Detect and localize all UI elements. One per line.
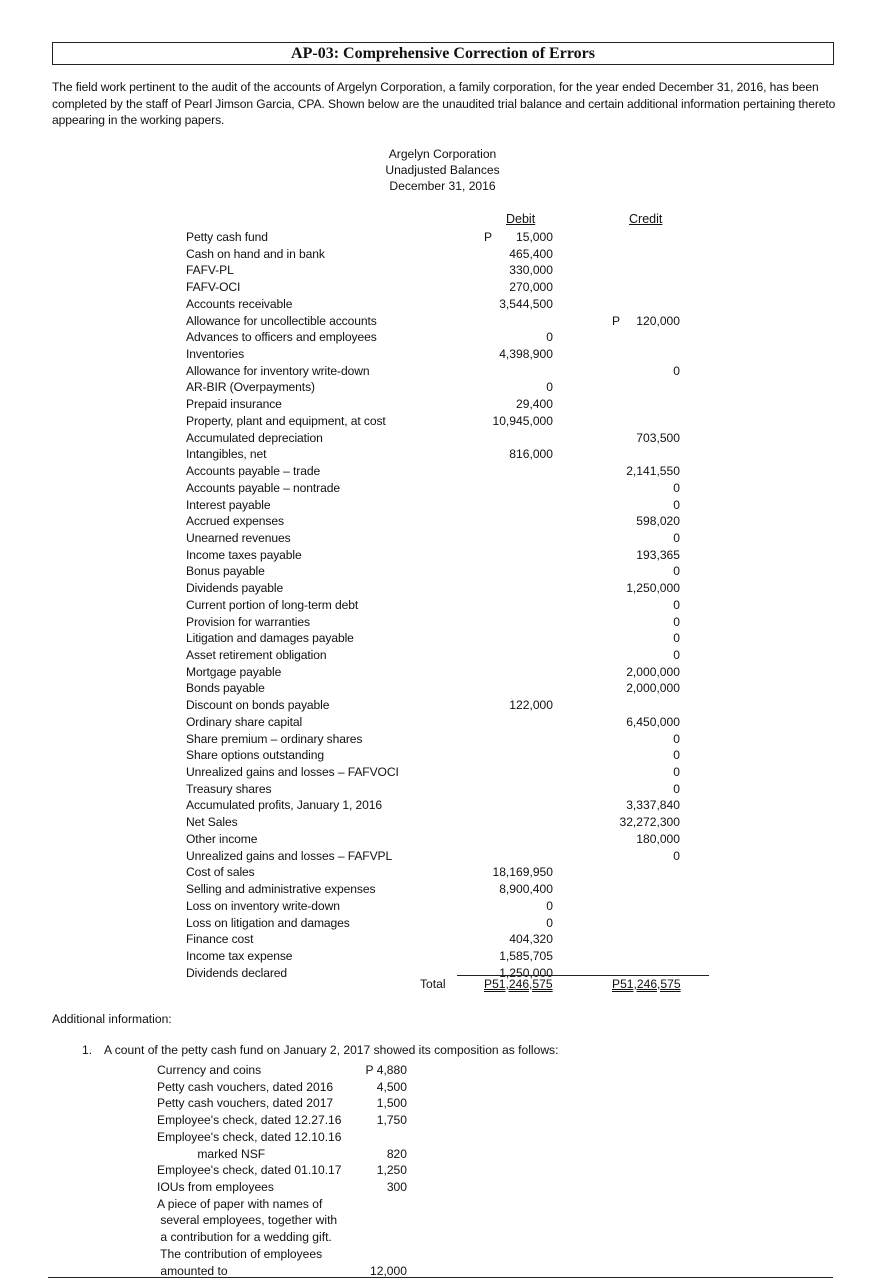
credit-currency: P <box>612 313 621 328</box>
petty-cash-value: P 4,880 <box>365 1063 407 1077</box>
credit-amount: 2,141,550 <box>626 464 680 479</box>
credit-amount: 2,000,000 <box>626 664 680 679</box>
debit-amount: 1,585,705 <box>499 948 553 963</box>
additional-info-heading: Additional information: <box>52 1012 172 1026</box>
credit-amount: 703,500 <box>636 430 680 445</box>
credit-amount: 598,020 <box>636 514 680 529</box>
account-name: Intangibles, net <box>186 447 267 462</box>
account-row <box>186 881 686 898</box>
account-name: Accounts receivable <box>186 296 293 311</box>
account-name: AR-BIR (Overpayments) <box>186 380 315 395</box>
account-row <box>186 814 686 831</box>
account-row <box>186 898 686 915</box>
account-name: FAFV-OCI <box>186 280 241 295</box>
petty-cash-label: The contribution of employees <box>157 1246 323 1261</box>
account-row <box>186 547 686 564</box>
account-row <box>186 781 686 798</box>
petty-cash-label: Employee's check, dated 12.10.16 <box>157 1129 342 1144</box>
account-row <box>186 680 686 697</box>
total-credit: P51,246,575 <box>612 977 681 991</box>
account-name: Allowance for uncollectible accounts <box>186 313 377 328</box>
account-name: Treasury shares <box>186 781 272 796</box>
account-row <box>186 630 686 647</box>
account-row <box>186 363 686 380</box>
credit-amount: 0 <box>673 848 680 863</box>
petty-cash-label: Petty cash vouchers, dated 2017 <box>157 1096 334 1111</box>
credit-amount: 0 <box>673 564 680 579</box>
account-row <box>186 497 686 514</box>
petty-cash-label: a contribution for a wedding gift. <box>157 1230 332 1245</box>
credit-amount: 1,250,000 <box>626 581 680 596</box>
account-name: Unrealized gains and losses – FAFVPL <box>186 848 393 863</box>
debit-currency: P <box>484 230 493 244</box>
debit-amount: 18,169,950 <box>492 865 553 880</box>
petty-cash-label: Petty cash vouchers, dated 2016 <box>157 1079 334 1094</box>
petty-cash-value: 12,000 <box>370 1263 407 1278</box>
statement-name: Unadjusted Balances <box>385 163 500 177</box>
account-row <box>186 262 686 279</box>
account-row <box>186 848 686 865</box>
account-name: Cash on hand and in bank <box>186 246 325 261</box>
account-name: Bonus payable <box>186 564 265 579</box>
account-row <box>186 714 686 731</box>
credit-amount: 2,000,000 <box>626 681 680 696</box>
account-row <box>186 313 686 330</box>
credit-amount: 0 <box>673 363 680 378</box>
debit-amount: 465,400 <box>509 246 553 261</box>
debit-amount: 0 <box>546 380 553 395</box>
credit-amount: 193,365 <box>636 547 680 562</box>
account-row <box>186 597 686 614</box>
account-name: Accumulated profits, January 1, 2016 <box>186 798 383 813</box>
account-row <box>186 697 686 714</box>
account-row <box>186 513 686 530</box>
credit-amount: 0 <box>673 748 680 763</box>
item-text: A count of the petty cash fund on January 2, 2017 showed its composition as follows: <box>104 1043 559 1057</box>
petty-cash-label: Employee's check, dated 01.10.17 <box>157 1163 342 1178</box>
account-name: Dividends declared <box>186 965 288 980</box>
account-name: Advances to officers and employees <box>186 330 377 345</box>
debit-amount: 0 <box>546 915 553 930</box>
debit-amount: 29,400 <box>516 397 553 412</box>
account-name: Accounts payable – nontrade <box>186 480 340 495</box>
credit-amount: 0 <box>673 765 680 780</box>
petty-cash-value: 4,500 <box>376 1079 407 1094</box>
account-row <box>186 396 686 413</box>
account-name: Dividends payable <box>186 581 284 596</box>
debit-amount: 330,000 <box>509 263 553 278</box>
account-name: Selling and administrative expenses <box>186 882 376 897</box>
account-row <box>186 797 686 814</box>
account-row <box>186 329 686 346</box>
account-row <box>186 664 686 681</box>
account-name: Finance cost <box>186 932 254 947</box>
credit-column-header: Credit <box>629 212 663 226</box>
credit-amount: 0 <box>673 731 680 746</box>
account-row <box>186 229 686 246</box>
credit-amount: 0 <box>673 497 680 512</box>
petty-cash-value: 820 <box>386 1146 407 1161</box>
account-row <box>186 614 686 631</box>
petty-cash-label: several employees, together with <box>157 1213 338 1228</box>
debit-amount: 404,320 <box>509 932 553 947</box>
account-name: Mortgage payable <box>186 664 282 679</box>
credit-amount: 120,000 <box>636 313 680 328</box>
account-name: Cost of sales <box>186 865 255 880</box>
debit-amount: 4,398,900 <box>499 347 553 362</box>
petty-cash-label: A piece of paper with names of <box>157 1196 323 1211</box>
credit-amount: 0 <box>673 597 680 612</box>
account-name: FAFV-PL <box>186 263 234 278</box>
petty-cash-value: 1,750 <box>376 1113 407 1128</box>
account-row <box>186 463 686 480</box>
petty-cash-label: IOUs from employees <box>157 1180 274 1195</box>
debit-amount: 15,000 <box>516 230 553 244</box>
account-name: Income taxes payable <box>186 547 302 562</box>
credit-amount: 0 <box>673 648 680 662</box>
account-name: Litigation and damages payable <box>186 631 354 646</box>
debit-amount: 816,000 <box>509 447 553 462</box>
petty-cash-value: 1,500 <box>376 1096 407 1111</box>
petty-cash-label: marked NSF <box>157 1146 266 1161</box>
account-name: Accounts payable – trade <box>186 464 321 479</box>
account-name: Inventories <box>186 347 245 362</box>
petty-cash-label: Employee's check, dated 12.27.16 <box>157 1113 342 1128</box>
account-name: Accrued expenses <box>186 514 284 529</box>
total-rule <box>457 975 709 976</box>
account-row <box>186 413 686 430</box>
account-row <box>186 864 686 881</box>
account-row <box>186 831 686 848</box>
account-name: Accumulated depreciation <box>186 430 323 445</box>
account-row <box>186 580 686 597</box>
credit-amount: 0 <box>673 631 680 646</box>
credit-amount: 6,450,000 <box>626 714 680 729</box>
account-name: Provision for warranties <box>186 614 310 629</box>
document-title: AP-03: Comprehensive Correction of Errors <box>52 42 834 65</box>
page-bottom-rule <box>48 1277 833 1278</box>
account-row <box>186 530 686 547</box>
account-name: Interest payable <box>186 497 271 512</box>
account-name: Property, plant and equipment, at cost <box>186 413 386 428</box>
debit-amount: 270,000 <box>509 280 553 295</box>
company-name: Argelyn Corporation <box>388 147 497 161</box>
account-row <box>186 764 686 781</box>
account-name: Unrealized gains and losses – FAFVOCI <box>186 765 399 780</box>
debit-amount: 122,000 <box>509 698 553 713</box>
account-row <box>186 931 686 948</box>
account-name: Income tax expense <box>186 948 293 963</box>
account-name: Share options outstanding <box>186 748 325 763</box>
account-row <box>186 563 686 580</box>
account-name: Discount on bonds payable <box>186 698 330 713</box>
account-name: Petty cash fund <box>186 230 268 244</box>
debit-amount: 8,900,400 <box>499 882 553 897</box>
intro-paragraph: The field work pertinent to the audit of the accounts of Argelyn Corporation, a family corporation, for the year ended December 31, 2016, has been completed by the staff of Pearl Jimson Garcia, CPA. Shown below are the unaudited trial balance and certain additional information pertaining thereto appearing in the working papers. <box>52 80 836 127</box>
petty-cash-label: amounted to <box>157 1263 228 1278</box>
debit-amount: 0 <box>546 898 553 913</box>
credit-amount: 32,272,300 <box>619 815 680 830</box>
debit-amount: 10,945,000 <box>492 413 553 428</box>
credit-amount: 0 <box>673 530 680 545</box>
debit-amount: 1,250,000 <box>499 965 553 980</box>
account-name: Loss on litigation and damages <box>186 915 350 930</box>
debit-amount: 0 <box>546 330 553 345</box>
account-row <box>186 446 686 463</box>
account-name: Bonds payable <box>186 681 265 696</box>
account-row <box>186 379 686 396</box>
account-row <box>186 948 686 965</box>
account-name: Prepaid insurance <box>186 397 282 412</box>
account-name: Asset retirement obligation <box>186 648 327 662</box>
account-name: Loss on inventory write-down <box>186 898 340 913</box>
account-name: Share premium – ordinary shares <box>186 731 363 746</box>
credit-amount: 0 <box>673 781 680 796</box>
account-row <box>186 346 686 363</box>
credit-amount: 3,337,840 <box>626 798 680 813</box>
account-row <box>186 747 686 764</box>
total-label: Total <box>420 977 446 991</box>
account-name: Allowance for inventory write-down <box>186 363 370 378</box>
account-name: Unearned revenues <box>186 530 291 545</box>
account-name: Current portion of long-term debt <box>186 597 359 612</box>
account-row <box>186 430 686 447</box>
debit-column-header: Debit <box>506 212 536 226</box>
account-row <box>186 731 686 748</box>
account-row <box>186 647 686 664</box>
account-name: Net Sales <box>186 815 238 830</box>
debit-amount: 3,544,500 <box>499 296 553 311</box>
credit-amount: 0 <box>673 480 680 495</box>
statement-date: December 31, 2016 <box>389 179 496 193</box>
account-row <box>186 296 686 313</box>
petty-cash-value: 1,250 <box>376 1163 407 1178</box>
account-row <box>186 279 686 296</box>
total-debit: P51,246,575 <box>484 977 553 991</box>
account-row <box>186 246 686 263</box>
account-row <box>186 480 686 497</box>
petty-cash-label: Currency and coins <box>157 1063 262 1077</box>
account-name: Ordinary share capital <box>186 714 303 729</box>
credit-amount: 0 <box>673 614 680 629</box>
account-name: Other income <box>186 831 258 846</box>
petty-cash-value: 300 <box>386 1180 407 1195</box>
credit-amount: 180,000 <box>636 831 680 846</box>
account-row <box>186 915 686 932</box>
item-number: 1. <box>82 1043 93 1057</box>
